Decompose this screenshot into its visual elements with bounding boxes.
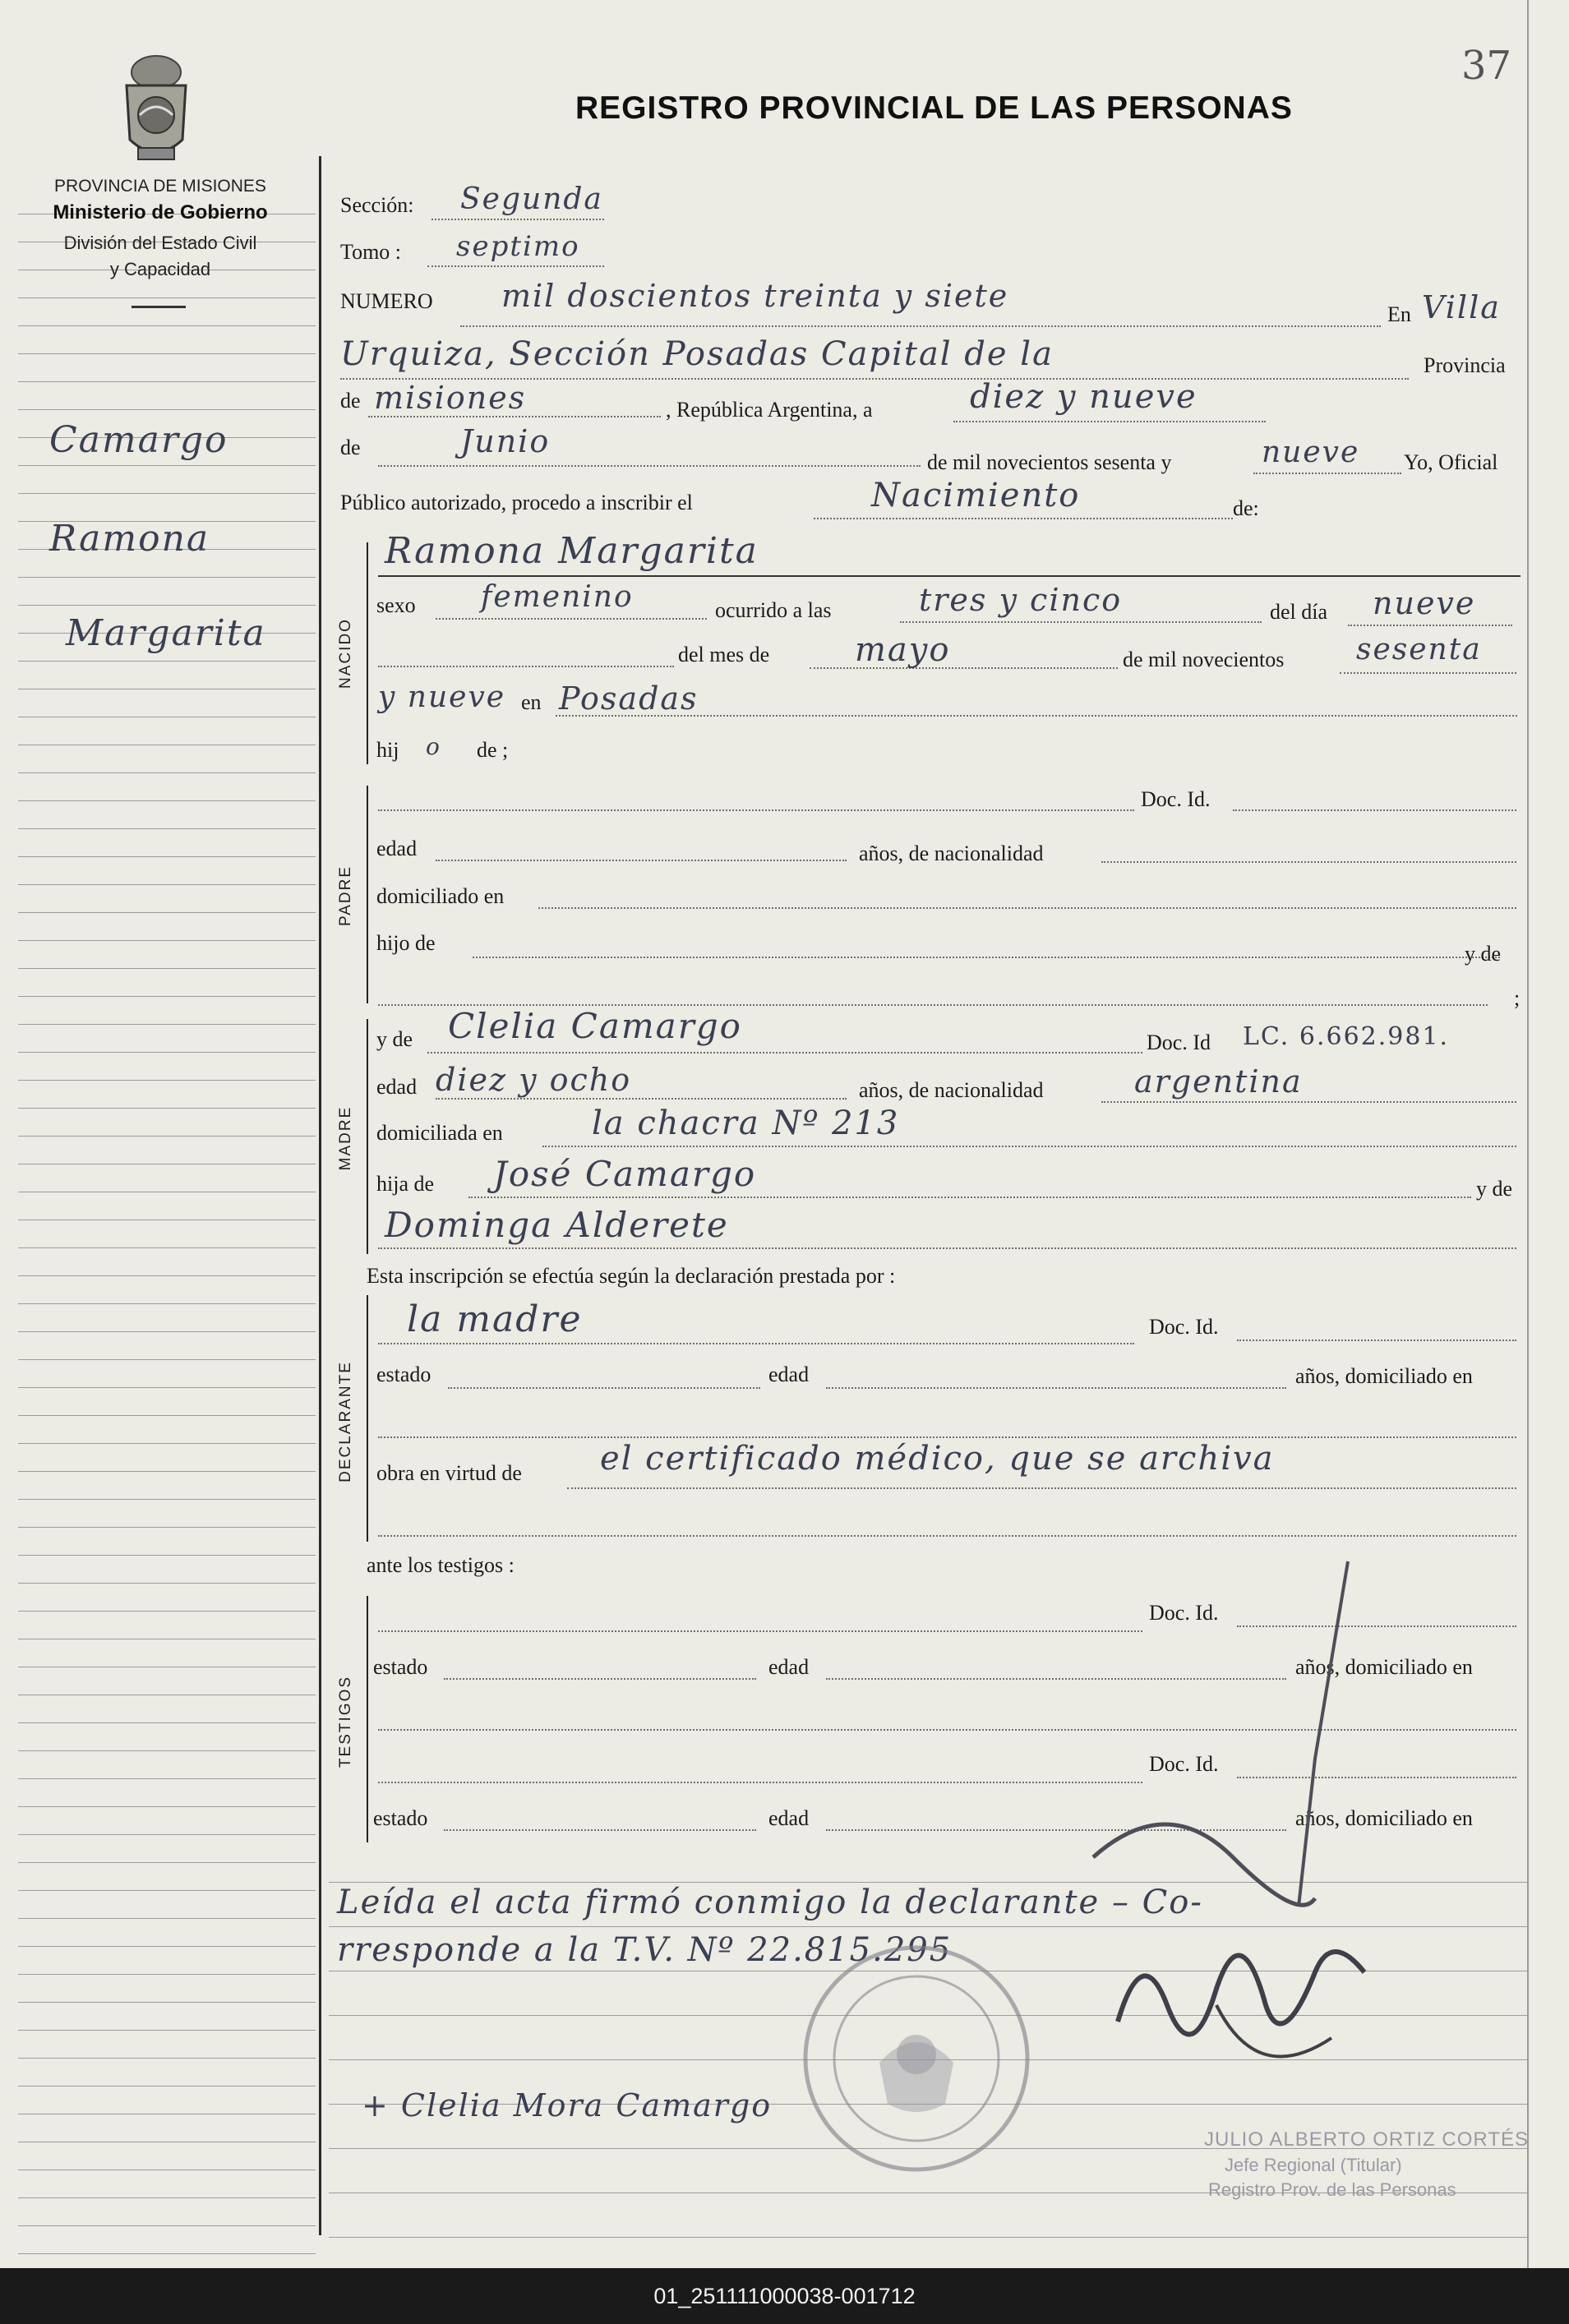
declarante-domicilio-label: años, domiciliado en	[1295, 1364, 1473, 1388]
acto-value: Nacimiento	[871, 477, 1081, 514]
testigo2-doc-label: Doc. Id.	[1149, 1752, 1219, 1776]
declarante-edad-label: edad	[768, 1363, 810, 1386]
section-bar-testigos	[367, 1596, 368, 1842]
de-mil-sesenta-label: de mil novecientos sesenta y	[927, 450, 1172, 474]
margin-note-middle-name: Margarita	[66, 612, 266, 654]
testigo2-edad-label: edad	[768, 1806, 810, 1830]
anio-nac-value-2: y nueve	[378, 680, 506, 714]
section-label-padre: PADRE	[337, 865, 354, 927]
testigo1-doc-label: Doc. Id.	[1149, 1601, 1219, 1625]
hora-value: tres y cinco	[919, 582, 1123, 618]
sexo-value: femenino	[481, 580, 634, 614]
nombre-line	[378, 575, 1521, 577]
declaracion-label: Esta inscripción se efectúa según la declaración prestada por :	[367, 1264, 896, 1288]
madre-y-de-label-2: y de	[1476, 1177, 1513, 1201]
anio-value: nueve	[1262, 436, 1360, 469]
hijo-suffix-value: o	[426, 733, 441, 760]
hija-de-label: hija de	[376, 1172, 435, 1196]
image-id-footer: 01_251111000038-001712	[0, 2268, 1569, 2324]
declarante-value: la madre	[407, 1298, 583, 1340]
madre-edad-value: diez y ocho	[436, 1062, 632, 1098]
madre-nacionalidad-value: argentina	[1134, 1063, 1303, 1100]
madre-y-de-label: y de	[376, 1027, 413, 1051]
dia-value: diez y nueve	[970, 378, 1198, 416]
testigos-label: ante los testigos :	[367, 1553, 515, 1577]
publico-label: Público autorizado, procedo a inscribir el	[340, 491, 693, 514]
anio-nac-value-1: sesenta	[1356, 633, 1482, 666]
republica-label: , República Argentina, a	[666, 398, 873, 422]
padre-edad-label: edad	[376, 837, 418, 860]
padre-semicolon: ;	[1514, 986, 1521, 1010]
left-margin-divider	[319, 156, 321, 2235]
margin-note-surname: Camargo	[49, 419, 228, 461]
official-signature-icon	[1068, 1545, 1397, 2137]
sexo-label: sexo	[376, 593, 416, 617]
abuelo-value: José Camargo	[493, 1154, 757, 1194]
de-label-2: de	[340, 436, 361, 459]
padre-doc-label: Doc. Id.	[1141, 787, 1211, 811]
section-bar-nacido	[367, 542, 368, 764]
section-label-nacido: NACIDO	[337, 618, 354, 689]
de-label-1: de	[340, 389, 361, 413]
del-mes-label: del mes de	[678, 643, 770, 666]
testigo2-domicilio-label: años, domiciliado en	[1295, 1806, 1473, 1830]
header-divider	[132, 306, 186, 308]
de-mil-novecientos-label: de mil novecientos	[1123, 648, 1285, 671]
locality-value: Urquiza, Sección Posadas Capital de la	[340, 335, 1054, 373]
closing-note-line-1: Leída el acta firmó conmigo la declarante – Co-	[337, 1884, 1203, 1921]
madre-doc-value: LC. 6.662.981.	[1243, 1022, 1450, 1051]
section-bar-declarante	[367, 1295, 368, 1542]
issuer-line-4: y Capacidad	[109, 259, 211, 279]
hijo-de-label: de ;	[477, 738, 509, 762]
section-label-declarante: DECLARANTE	[337, 1361, 354, 1482]
provincia-label: Provincia	[1424, 353, 1506, 377]
padre-domicilio-label: domiciliado en	[376, 884, 505, 908]
section-bar-padre	[367, 786, 368, 1003]
dia-nac-value: nueve	[1373, 585, 1476, 621]
ocurrido-label: ocurrido a las	[715, 598, 832, 622]
right-edge-divider	[1527, 0, 1529, 2268]
margin-note-first-name: Ramona	[49, 518, 210, 560]
page-title: REGISTRO PROVINCIAL DE LAS PERSONAS	[575, 90, 1293, 126]
provincia-value: misiones	[374, 380, 527, 416]
stamp-name: JULIO ALBERTO ORTIZ CORTÉS	[1204, 2128, 1529, 2151]
stamp-role: Jefe Regional (Titular)	[1225, 2155, 1402, 2175]
testigo1-domicilio-label: años, domiciliado en	[1295, 1655, 1473, 1679]
page-number: 37	[1461, 43, 1512, 89]
yo-oficial-label: Yo, Oficial	[1404, 450, 1498, 474]
padre-hijo-de-label: hijo de	[376, 931, 436, 955]
obra-label: obra en virtud de	[376, 1461, 522, 1485]
issuer-line-1: PROVINCIA DE MISIONES	[54, 177, 266, 196]
padre-y-de-label: y de	[1465, 942, 1502, 966]
madre-domicilio-label: domiciliada en	[376, 1121, 503, 1145]
madre-nombre-value: Clelia Camargo	[448, 1006, 742, 1046]
section-bar-madre	[367, 1019, 368, 1254]
numero-label: NUMERO	[340, 289, 433, 313]
testigo1-edad-label: edad	[768, 1655, 810, 1679]
stamp-office: Registro Prov. de las Personas	[1208, 2179, 1456, 2200]
official-seal-icon	[797, 1939, 1036, 2178]
madre-edad-label: edad	[376, 1075, 418, 1099]
madre-domicilio-value: la chacra Nº 213	[592, 1104, 900, 1142]
declarante-doc-label: Doc. Id.	[1149, 1315, 1219, 1339]
coat-of-arms-icon	[115, 49, 197, 173]
de-colon-label: de:	[1233, 496, 1259, 520]
madre-doc-label: Doc. Id	[1147, 1031, 1211, 1054]
del-dia-label: del día	[1270, 600, 1328, 624]
declarante-signature: + Clelia Mora Camargo	[362, 2087, 773, 2123]
nombre-value: Ramona Margarita	[385, 530, 759, 572]
declarante-estado-label: estado	[376, 1363, 431, 1386]
testigo2-estado-label: estado	[373, 1806, 428, 1830]
seccion-value: Segunda	[460, 182, 603, 216]
mes-nac-value: mayo	[855, 631, 951, 669]
testigo1-estado-label: estado	[373, 1655, 428, 1679]
left-ruled-lines	[0, 0, 321, 2268]
section-label-testigos: TESTIGOS	[337, 1675, 354, 1768]
mes-value: Junio	[460, 423, 551, 459]
en-villa-value: Villa	[1422, 289, 1501, 325]
en-label: En	[1387, 302, 1411, 326]
abuela-value: Dominga Alderete	[385, 1205, 729, 1245]
numero-value: mil doscientos treinta y siete	[501, 278, 1009, 314]
issuer-line-2: Ministerio de Gobierno	[53, 201, 268, 224]
issuer-line-3: División del Estado Civil	[63, 233, 257, 253]
en-lower-label: en	[521, 690, 542, 714]
hijo-label: hij	[376, 738, 399, 762]
madre-nacionalidad-label: años, de nacionalidad	[859, 1078, 1044, 1102]
section-label-madre: MADRE	[337, 1105, 354, 1171]
padre-nacionalidad-label: años, de nacionalidad	[859, 842, 1044, 865]
tomo-value: septimo	[456, 230, 580, 263]
obra-value: el certificado médico, que se archiva	[600, 1440, 1275, 1478]
closing-note-line-2: rresponde a la T.V. Nº 22.815.295	[337, 1931, 953, 1969]
seccion-label: Sección:	[340, 193, 414, 217]
lugar-value: Posadas	[559, 680, 699, 717]
tomo-label: Tomo :	[340, 240, 402, 264]
